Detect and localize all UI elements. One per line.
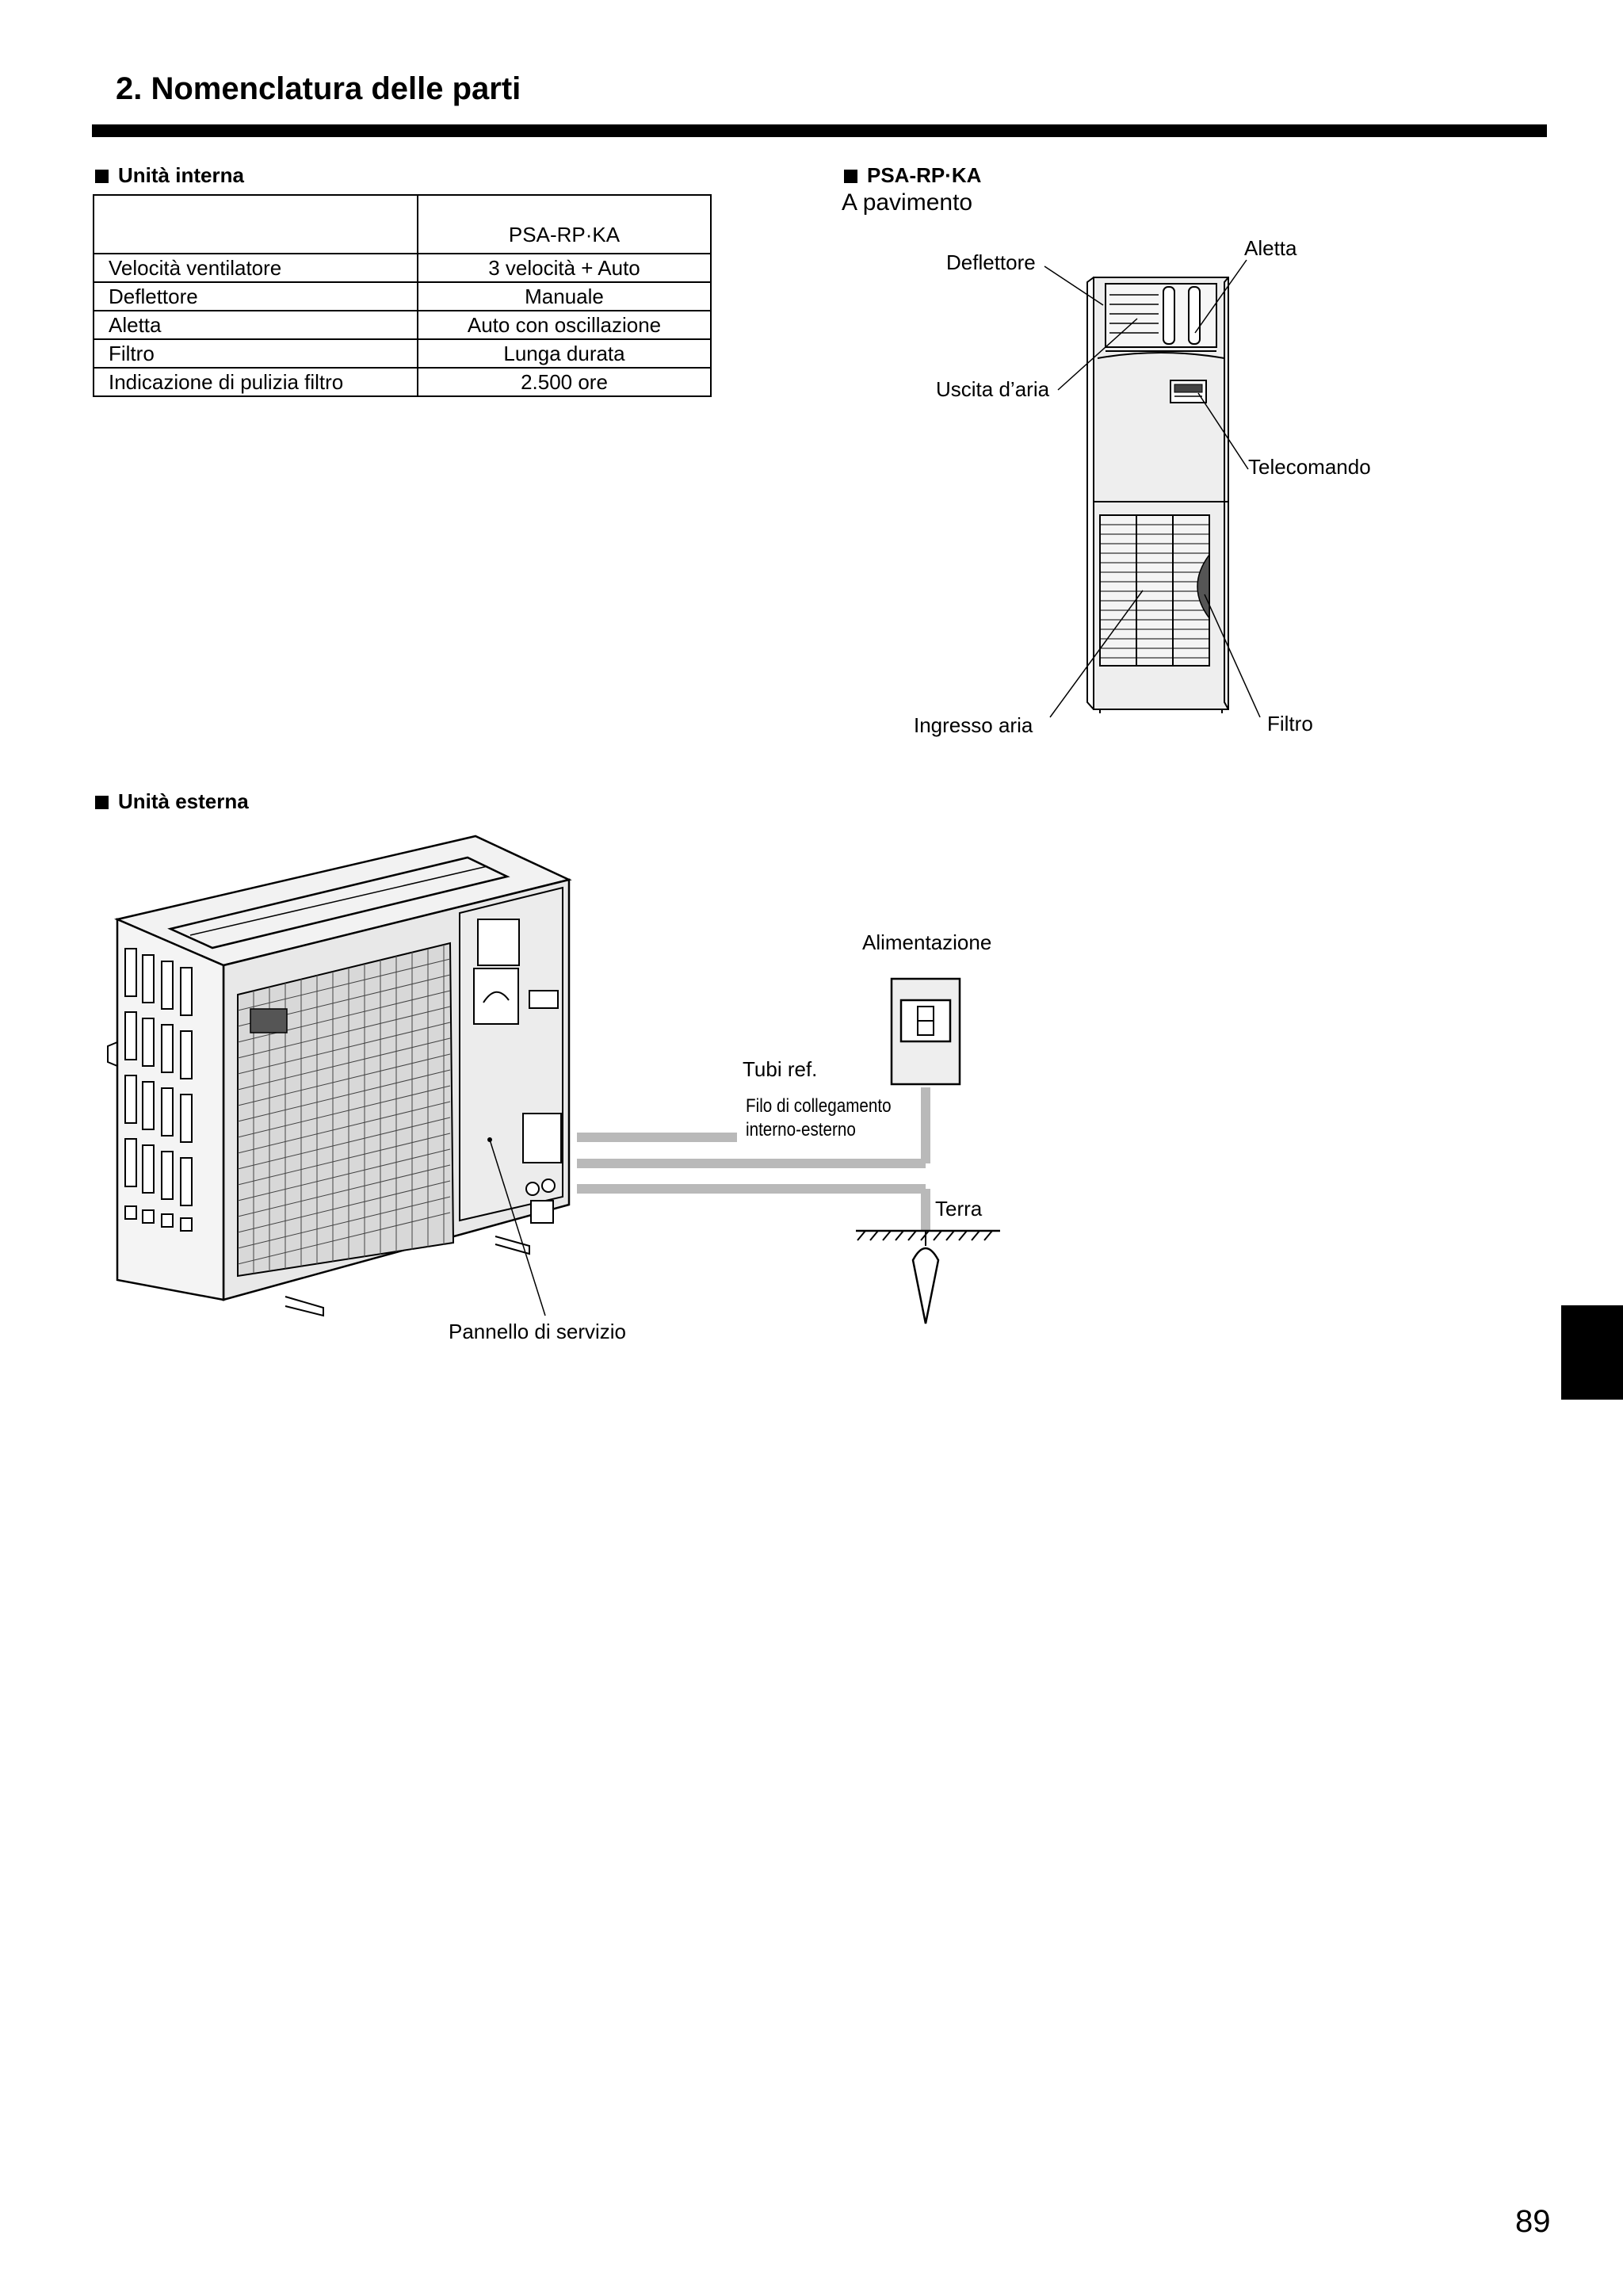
- table-cell: Manuale: [418, 282, 711, 311]
- label-earth: Terra: [935, 1197, 983, 1221]
- unit-figure-subheading: A pavimento: [842, 189, 973, 216]
- table-cell: Deflettore: [94, 282, 418, 311]
- fan-guard: [238, 943, 453, 1276]
- table-cell: Filtro: [94, 339, 418, 368]
- chapter-tab-marker: [1561, 1305, 1623, 1400]
- table-header-cell: PSA-RP·KA: [418, 195, 711, 254]
- label-vane: Aletta: [1244, 236, 1297, 260]
- page-number: 89: [1515, 2204, 1551, 2239]
- label-interconnect-wire: [746, 1095, 892, 1142]
- indoor-heading-text: Unità interna: [118, 163, 244, 187]
- table-cell: 3 velocità + Auto: [418, 254, 711, 282]
- page-title: 2. Nomenclatura delle parti: [116, 71, 521, 106]
- table-cell: Velocità ventilatore: [94, 254, 418, 282]
- table-cell: Indicazione di pulizia filtro: [94, 368, 418, 396]
- label-wire-line1: Filo di collegamento: [746, 1095, 892, 1117]
- table-cell: 2.500 ore: [418, 368, 711, 396]
- table-cell: Auto con oscillazione: [418, 311, 711, 339]
- brand-badge: [474, 968, 518, 1024]
- label-air-outlet: Uscita d’aria: [936, 377, 1050, 401]
- label-filter: Filtro: [1267, 712, 1313, 735]
- label-air-inlet: Ingresso aria: [914, 713, 1033, 737]
- label-power-supply: Alimentazione: [862, 930, 992, 954]
- earth-symbol: [856, 1231, 1000, 1324]
- table-cell: Aletta: [94, 311, 418, 339]
- label-remote: Telecomando: [1248, 455, 1371, 479]
- label-ref-pipes: Tubi ref.: [743, 1057, 818, 1081]
- table-cell: Lunga durata: [418, 339, 711, 368]
- label-deflector: Deflettore: [946, 250, 1036, 274]
- label-service-panel: Pannello di servizio: [449, 1320, 627, 1343]
- power-switch: [892, 979, 960, 1084]
- unit-figure-heading-text: PSA-RP·KA: [867, 163, 982, 187]
- outdoor-heading-text: Unità esterna: [118, 789, 249, 813]
- fan-grille-logo: [250, 1009, 287, 1033]
- label-wire-line2: interno-esterno: [746, 1119, 856, 1140]
